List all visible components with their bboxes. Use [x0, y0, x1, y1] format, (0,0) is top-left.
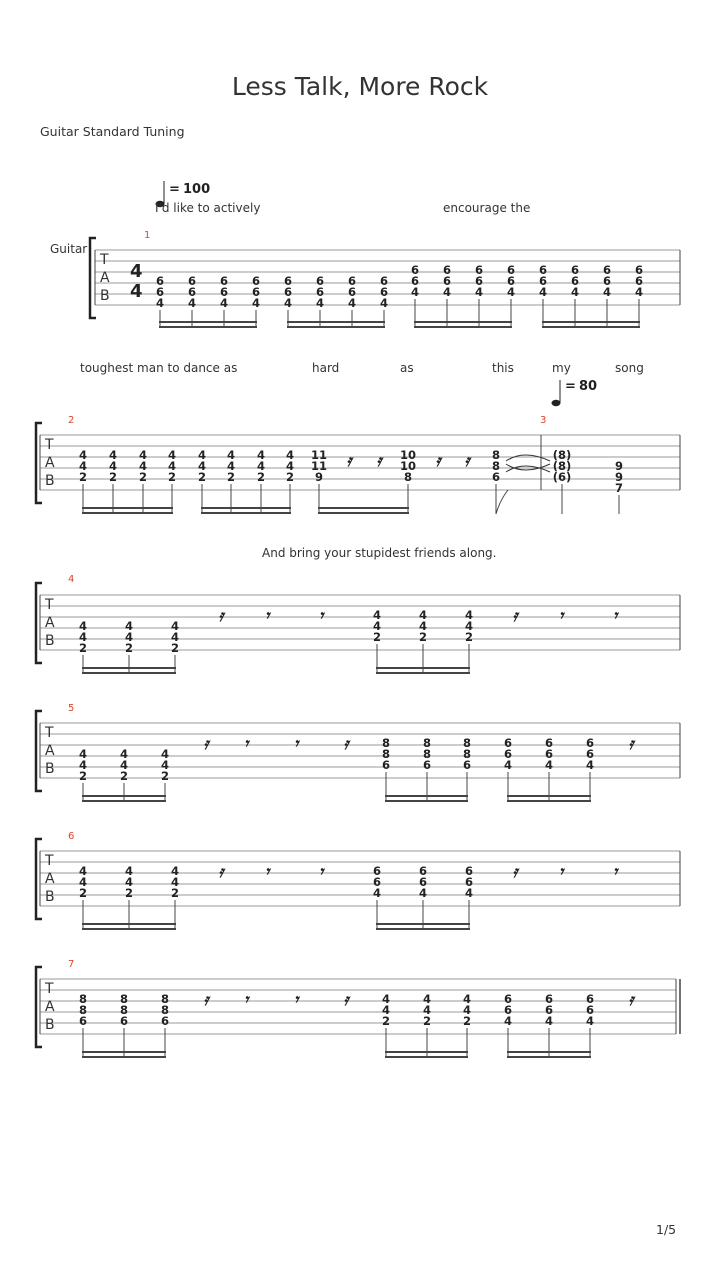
svg-text:6: 6	[372, 864, 382, 878]
svg-text:6: 6	[155, 274, 165, 288]
svg-text:6: 6	[187, 274, 197, 288]
tab-clef-a: A	[45, 999, 55, 1015]
svg-text:6: 6	[422, 758, 432, 772]
svg-text:4: 4	[506, 285, 516, 299]
svg-text:4: 4	[78, 758, 88, 772]
tempo-prefix: =	[169, 182, 180, 197]
svg-text:11: 11	[310, 459, 328, 473]
svg-text:2: 2	[462, 1014, 472, 1028]
measure-number: 4	[68, 574, 75, 585]
svg-text:6: 6	[410, 263, 420, 277]
svg-text:6: 6	[219, 274, 229, 288]
svg-text:4: 4	[418, 619, 428, 633]
tab-clef-a: A	[45, 615, 55, 631]
lyric: toughest man to dance as	[80, 361, 238, 375]
svg-text:6: 6	[119, 1014, 129, 1028]
song-title: Less Talk, More Rock	[231, 72, 489, 101]
svg-text:6: 6	[570, 274, 580, 288]
svg-text:𝄾: 𝄾	[318, 606, 324, 625]
svg-text:4: 4	[170, 864, 180, 878]
svg-text:𝄿: 𝄿	[343, 990, 349, 1009]
svg-text:4: 4	[78, 459, 88, 473]
svg-text:𝄿: 𝄿	[628, 990, 634, 1009]
time-sig-denominator: 4	[130, 281, 143, 302]
svg-text:4: 4	[381, 992, 391, 1006]
svg-text:6: 6	[503, 747, 513, 761]
svg-text:8: 8	[462, 747, 472, 761]
svg-text:6: 6	[491, 470, 501, 484]
svg-text:𝄿: 𝄿	[512, 862, 518, 881]
svg-text:6: 6	[585, 736, 595, 750]
svg-text:8: 8	[381, 736, 391, 750]
svg-text:6: 6	[503, 1003, 513, 1017]
lyric: my	[552, 361, 571, 375]
svg-text:4: 4	[347, 296, 357, 310]
svg-text:𝄿: 𝄿	[203, 990, 209, 1009]
tab-clef-b: B	[45, 1017, 55, 1033]
measure-number: 1	[144, 230, 151, 241]
svg-text:7: 7	[614, 481, 624, 495]
lyric: I'd like to actively	[155, 201, 261, 215]
system-4	[36, 703, 680, 802]
svg-text:2: 2	[285, 470, 295, 484]
svg-text:6: 6	[379, 285, 389, 299]
svg-text:6: 6	[410, 274, 420, 288]
svg-text:6: 6	[585, 992, 595, 1006]
svg-text:𝄿: 𝄿	[343, 734, 349, 753]
svg-text:6: 6	[315, 274, 325, 288]
svg-text:4: 4	[464, 608, 474, 622]
svg-text:4: 4	[538, 285, 548, 299]
tab-clef-t: T	[45, 981, 54, 997]
svg-text:2: 2	[124, 886, 134, 900]
tab-clef-t: T	[45, 725, 54, 741]
svg-text:𝄾: 𝄾	[243, 990, 249, 1009]
lyric: as	[400, 361, 414, 375]
lyric: song	[615, 361, 644, 375]
svg-text:6: 6	[219, 285, 229, 299]
page-number: 1/5	[656, 1222, 677, 1237]
svg-text:6: 6	[251, 274, 261, 288]
system-1	[50, 181, 680, 328]
svg-text:𝄾: 𝄾	[243, 734, 249, 753]
svg-text:6: 6	[347, 274, 357, 288]
svg-text:𝄾: 𝄾	[264, 862, 270, 881]
svg-text:6: 6	[570, 263, 580, 277]
svg-text:4: 4	[160, 758, 170, 772]
svg-text:4: 4	[167, 459, 177, 473]
svg-text:6: 6	[544, 1003, 554, 1017]
tuning-label: Guitar Standard Tuning	[40, 124, 185, 139]
svg-text:𝄾: 𝄾	[293, 734, 299, 753]
svg-text:6: 6	[160, 1014, 170, 1028]
svg-text:6: 6	[78, 1014, 88, 1028]
svg-text:𝄿: 𝄿	[435, 451, 441, 470]
tab-clef-a: A	[45, 871, 55, 887]
svg-text:𝄿: 𝄿	[464, 451, 470, 470]
system-6	[36, 959, 680, 1058]
svg-text:6: 6	[315, 285, 325, 299]
svg-text:4: 4	[379, 296, 389, 310]
tab-clef-a: A	[45, 455, 55, 471]
svg-text:𝄾: 𝄾	[318, 862, 324, 881]
tab-clef-t: T	[100, 252, 109, 268]
svg-text:4: 4	[503, 758, 513, 772]
svg-text:4: 4	[462, 1003, 472, 1017]
svg-text:2: 2	[464, 630, 474, 644]
svg-text:6: 6	[474, 274, 484, 288]
tab-clef-t: T	[45, 597, 54, 613]
svg-text:4: 4	[602, 285, 612, 299]
svg-text:4: 4	[462, 992, 472, 1006]
tab-clef-b: B	[100, 288, 110, 304]
svg-text:6: 6	[187, 285, 197, 299]
tab-clef-t: T	[45, 437, 54, 453]
svg-text:8: 8	[160, 992, 170, 1006]
svg-text:2: 2	[78, 470, 88, 484]
svg-text:2: 2	[381, 1014, 391, 1028]
svg-text:9: 9	[314, 470, 324, 484]
svg-text:6: 6	[506, 263, 516, 277]
svg-text:4: 4	[78, 864, 88, 878]
svg-text:2: 2	[226, 470, 236, 484]
lyric: this	[492, 361, 514, 375]
tab-clef-b: B	[45, 889, 55, 905]
svg-text:4: 4	[442, 285, 452, 299]
tab-clef-t: T	[45, 853, 54, 869]
svg-text:2: 2	[124, 641, 134, 655]
svg-text:4: 4	[372, 608, 382, 622]
svg-text:𝄾: 𝄾	[612, 606, 618, 625]
svg-text:2: 2	[372, 630, 382, 644]
measure-number: 3	[540, 415, 547, 426]
svg-text:𝄾: 𝄾	[558, 862, 564, 881]
time-sig-numerator: 4	[130, 261, 143, 282]
svg-text:4: 4	[418, 608, 428, 622]
svg-text:6: 6	[544, 992, 554, 1006]
svg-text:2: 2	[167, 470, 177, 484]
svg-text:2: 2	[160, 769, 170, 783]
svg-text:4: 4	[187, 296, 197, 310]
svg-text:2: 2	[197, 470, 207, 484]
svg-text:4: 4	[124, 864, 134, 878]
svg-text:4: 4	[155, 296, 165, 310]
svg-text:2: 2	[78, 769, 88, 783]
track-name: Guitar	[50, 242, 88, 256]
svg-text:4: 4	[197, 459, 207, 473]
svg-text:4: 4	[167, 448, 177, 462]
svg-text:6: 6	[372, 875, 382, 889]
svg-text:6: 6	[379, 274, 389, 288]
measure-number: 2	[68, 415, 75, 426]
svg-text:6: 6	[538, 274, 548, 288]
svg-text:4: 4	[256, 459, 266, 473]
svg-text:4: 4	[372, 886, 382, 900]
svg-text:4: 4	[315, 296, 325, 310]
svg-text:8: 8	[491, 459, 501, 473]
svg-text:𝄿: 𝄿	[218, 862, 224, 881]
svg-text:2: 2	[170, 886, 180, 900]
svg-text:4: 4	[372, 619, 382, 633]
svg-text:𝄿: 𝄿	[203, 734, 209, 753]
svg-text:8: 8	[160, 1003, 170, 1017]
svg-text:8: 8	[422, 736, 432, 750]
svg-text:𝄾: 𝄾	[558, 606, 564, 625]
svg-text:4: 4	[78, 448, 88, 462]
svg-text:8: 8	[491, 448, 501, 462]
svg-text:6: 6	[602, 274, 612, 288]
svg-text:2: 2	[108, 470, 118, 484]
svg-text:8: 8	[78, 992, 88, 1006]
svg-text:6: 6	[418, 864, 428, 878]
svg-text:4: 4	[108, 448, 118, 462]
svg-text:6: 6	[634, 274, 644, 288]
svg-text:6: 6	[474, 263, 484, 277]
svg-text:4: 4	[464, 886, 474, 900]
svg-text:8: 8	[381, 747, 391, 761]
svg-text:4: 4	[219, 296, 229, 310]
svg-text:6: 6	[602, 263, 612, 277]
svg-text:𝄾: 𝄾	[293, 990, 299, 1009]
svg-text:4: 4	[285, 459, 295, 473]
lyric: encourage the	[443, 201, 531, 215]
svg-text:𝄿: 𝄿	[512, 606, 518, 625]
svg-text:4: 4	[474, 285, 484, 299]
svg-text:𝄿: 𝄿	[218, 606, 224, 625]
svg-text:6: 6	[538, 263, 548, 277]
svg-text:6: 6	[464, 875, 474, 889]
svg-text:4: 4	[634, 285, 644, 299]
svg-text:8: 8	[119, 992, 129, 1006]
svg-text:6: 6	[585, 1003, 595, 1017]
svg-text:𝄾: 𝄾	[264, 606, 270, 625]
svg-text:6: 6	[503, 736, 513, 750]
svg-text:4: 4	[119, 747, 129, 761]
svg-text:6: 6	[544, 747, 554, 761]
system-5	[36, 831, 680, 930]
svg-text:6: 6	[347, 285, 357, 299]
svg-text:8: 8	[78, 1003, 88, 1017]
svg-text:4: 4	[226, 448, 236, 462]
svg-text:6: 6	[418, 875, 428, 889]
svg-text:6: 6	[442, 263, 452, 277]
svg-text:𝄿: 𝄿	[628, 734, 634, 753]
svg-text:4: 4	[544, 1014, 554, 1028]
svg-text:4: 4	[585, 1014, 595, 1028]
svg-text:4: 4	[570, 285, 580, 299]
svg-text:6: 6	[155, 285, 165, 299]
svg-text:4: 4	[285, 448, 295, 462]
lyric: And bring your stupidest friends along.	[262, 546, 497, 560]
svg-text:𝄿: 𝄿	[346, 451, 352, 470]
svg-text:10: 10	[399, 448, 417, 462]
svg-text:4: 4	[124, 875, 134, 889]
svg-text:4: 4	[251, 296, 261, 310]
measure-number: 7	[68, 959, 75, 970]
svg-text:4: 4	[226, 459, 236, 473]
svg-text:4: 4	[119, 758, 129, 772]
svg-text:6: 6	[462, 758, 472, 772]
svg-text:4: 4	[170, 630, 180, 644]
svg-text:4: 4	[124, 630, 134, 644]
tab-clef-b: B	[45, 473, 55, 489]
tempo-value: 80	[579, 379, 598, 394]
svg-text:2: 2	[119, 769, 129, 783]
tempo-prefix: =	[565, 379, 576, 394]
tab-clef-b: B	[45, 633, 55, 649]
svg-text:2: 2	[78, 641, 88, 655]
svg-text:6: 6	[464, 864, 474, 878]
svg-text:4: 4	[138, 448, 148, 462]
tab-clef-a: A	[45, 743, 55, 759]
svg-text:8: 8	[462, 736, 472, 750]
svg-text:8: 8	[119, 1003, 129, 1017]
svg-text:6: 6	[544, 736, 554, 750]
svg-text:2: 2	[422, 1014, 432, 1028]
svg-text:2: 2	[256, 470, 266, 484]
svg-text:4: 4	[138, 459, 148, 473]
system-3	[36, 546, 680, 674]
measure-number: 6	[68, 831, 75, 842]
svg-text:6: 6	[442, 274, 452, 288]
svg-text:4: 4	[381, 1003, 391, 1017]
svg-text:4: 4	[160, 747, 170, 761]
svg-text:4: 4	[197, 448, 207, 462]
svg-text:9: 9	[614, 470, 624, 484]
svg-text:10: 10	[399, 459, 417, 473]
tempo-value: 100	[183, 182, 211, 197]
svg-text:6: 6	[634, 263, 644, 277]
svg-text:4: 4	[78, 630, 88, 644]
svg-text:4: 4	[283, 296, 293, 310]
svg-text:4: 4	[170, 619, 180, 633]
svg-text:4: 4	[422, 992, 432, 1006]
svg-text:2: 2	[418, 630, 428, 644]
svg-text:6: 6	[506, 274, 516, 288]
svg-text:4: 4	[503, 1014, 513, 1028]
svg-text:4: 4	[585, 758, 595, 772]
tab-clef-b: B	[45, 761, 55, 777]
measure-number: 5	[68, 703, 75, 714]
svg-text:4: 4	[418, 886, 428, 900]
tempo-mark	[552, 379, 598, 406]
tab-clef-a: A	[100, 270, 110, 286]
svg-text:4: 4	[410, 285, 420, 299]
svg-text:4: 4	[78, 875, 88, 889]
svg-text:(8): (8)	[552, 448, 572, 462]
svg-text:𝄿: 𝄿	[376, 451, 382, 470]
svg-text:4: 4	[78, 619, 88, 633]
system-2	[36, 361, 680, 514]
svg-text:4: 4	[464, 619, 474, 633]
svg-text:(8): (8)	[552, 459, 572, 473]
lyric: hard	[312, 361, 340, 375]
svg-text:8: 8	[422, 747, 432, 761]
svg-text:6: 6	[283, 274, 293, 288]
svg-text:4: 4	[78, 747, 88, 761]
svg-text:(6): (6)	[552, 470, 572, 484]
svg-text:6: 6	[251, 285, 261, 299]
svg-text:2: 2	[138, 470, 148, 484]
svg-text:9: 9	[614, 459, 624, 473]
svg-text:6: 6	[283, 285, 293, 299]
svg-text:6: 6	[503, 992, 513, 1006]
svg-text:6: 6	[585, 747, 595, 761]
beams	[159, 321, 640, 328]
svg-text:2: 2	[170, 641, 180, 655]
svg-text:11: 11	[310, 448, 328, 462]
svg-text:4: 4	[544, 758, 554, 772]
svg-text:4: 4	[422, 1003, 432, 1017]
svg-text:4: 4	[108, 459, 118, 473]
svg-text:2: 2	[78, 886, 88, 900]
svg-text:8: 8	[403, 470, 413, 484]
svg-text:4: 4	[170, 875, 180, 889]
svg-text:𝄾: 𝄾	[612, 862, 618, 881]
svg-text:6: 6	[381, 758, 391, 772]
svg-text:4: 4	[124, 619, 134, 633]
fret-numbers	[156, 263, 643, 310]
svg-text:4: 4	[256, 448, 266, 462]
